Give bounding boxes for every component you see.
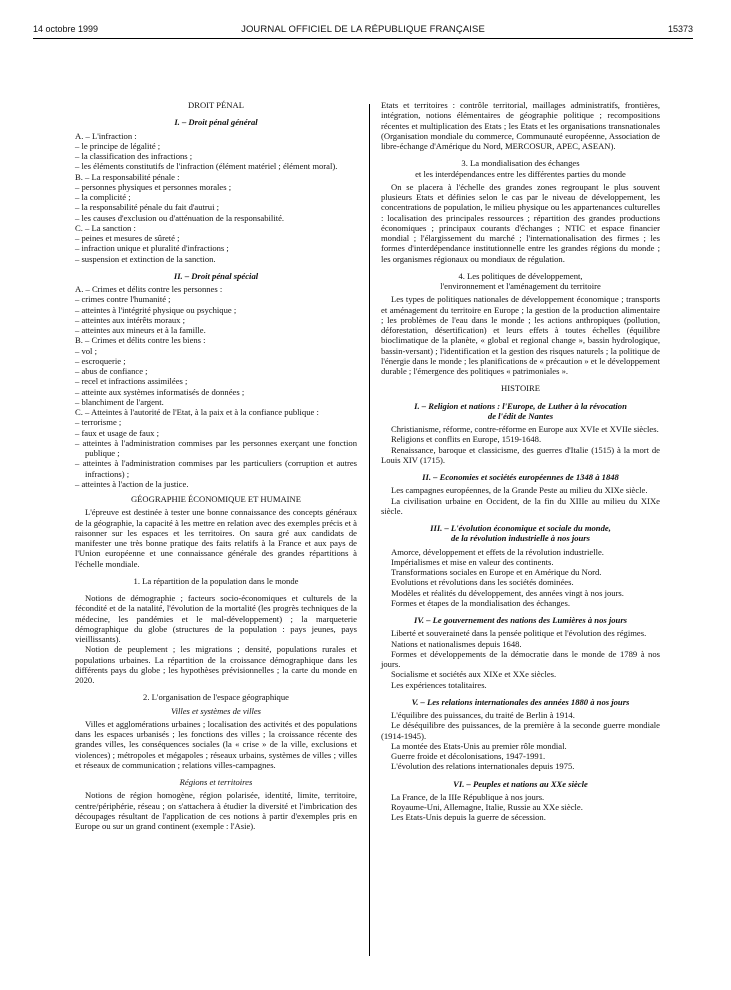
text-line: – vol ; xyxy=(75,345,97,356)
text-line: Religions et conflits en Europe, 1519-1648. xyxy=(391,434,542,445)
text-line: – peines et mesures de sûreté ; xyxy=(75,233,180,243)
text-line: Les Etats-Unis depuis la guerre de sécession. xyxy=(391,812,546,823)
text-line: – les causes d'exclusion ou d'atténuation de la responsabilité. xyxy=(75,212,285,223)
text-line: C. – La sanction : xyxy=(75,222,136,233)
text-line: Transformations sociales en Europe et en Amérique du Nord. xyxy=(391,567,602,577)
section-heading: II. – Economies et sociétés européennes de 1348 à 1848 xyxy=(422,472,619,482)
text-line: – atteintes à l'intégrité physique ou psychique ; xyxy=(75,304,237,315)
section-heading: de la révolution industrielle à nos jours xyxy=(451,533,590,544)
spacer xyxy=(75,264,357,271)
spacer xyxy=(75,586,357,593)
text-line: L'équilibre des puissances, du traité de Berlin à 1914. xyxy=(391,710,575,720)
text-line: – recel et infractions assimilées ; xyxy=(75,376,188,387)
text-line: La France, de la IIIe République à nos jours. xyxy=(391,791,545,802)
text-line: – atteintes à l'administration commises par les particuliers (corruption et autres infractions) ; xyxy=(75,458,357,479)
left-column xyxy=(75,100,357,831)
section-heading: 4. Les politiques de développement, xyxy=(458,270,583,281)
text-line: – infraction unique et pluralité d'infractions ; xyxy=(75,243,229,254)
text-line: Amorce, développement et effets de la révolution industrielle. xyxy=(391,546,604,557)
text-line: – atteintes aux intérêts moraux ; xyxy=(75,314,186,325)
text-line: Nations et nationalismes depuis 1648. xyxy=(391,638,522,649)
text-line: – atteintes aux mineurs et à la famille. xyxy=(75,325,206,335)
header-date: 14 octobre 1999 xyxy=(33,24,99,34)
text-line: Formes et développements de la démocratie dans le monde de 1789 à nos jours. xyxy=(381,648,660,669)
text-line: L'épreuve est destinée à tester une bonne connaissance des concepts généraux de la géographie, la capacité à les mettre en relation avec des exemples précis et à raisonner sur les espaces et les territoires. On saura gré aux candidats de manifester une très bonne pratique des faits relatifs à la France et aux pays de l'Union européenne et une connaissance générale des grandes répartitions à l'échelle mondiale. xyxy=(75,507,357,569)
spacer xyxy=(75,685,357,692)
text-line: Notions de démographie ; facteurs socio-économiques et culturels de la fécondité et de la natalité, l'évolution de la mortalité (les progrès techniques de la médecine, les pandémies et le mal-développement) ; la marqueterie démographique du globe (structures de la population : pays jeunes, pays vieillissants). xyxy=(75,593,357,644)
text-line: – les éléments constitutifs de l'infraction (élément matériel ; élément moral). xyxy=(75,161,338,172)
text-line: Socialisme et sociétés aux XIXe et XXe siècles. xyxy=(391,669,557,680)
text-line: – suspension et extinction de la sanction. xyxy=(75,253,216,264)
right-column xyxy=(381,100,660,823)
text-line: Les expériences totalitaires. xyxy=(391,679,487,690)
text-line: A. – Crimes et délits contre les personnes : xyxy=(75,284,223,294)
text-line: A. – L'infraction : xyxy=(75,130,137,141)
text-line: B. – La responsabilité pénale : xyxy=(75,171,180,182)
text-line: – le principe de légalité ; xyxy=(75,140,161,151)
section-heading: II. – Droit pénal spécial xyxy=(173,270,259,281)
text-line: La civilisation urbaine en Occident, de la fin du XIIIe au milieu du XIXe siècle. xyxy=(381,495,660,516)
spacer xyxy=(381,394,660,401)
text-line: – atteinte aux systèmes informatisés de données ; xyxy=(75,386,245,397)
text-line: Impérialismes et mise en valeur des continents. xyxy=(391,556,554,567)
section-heading: et les interdépendances entre les différentes parties du monde xyxy=(415,168,626,179)
section-heading: DROIT PÉNAL xyxy=(188,100,244,110)
text-line: – escroquerie ; xyxy=(75,355,126,366)
text-line: Etats et territoires : contrôle territorial, maillages administratifs, frontières, intégration, notions élémentaires de géographie politique ; recompositions récentes et multiplication des Etats ; les Etats et les organisations transnationales (Organisation mondiale du commerce, Communauté européenne, Association de libre-échange d'Amérique du Nord, MERCOSUR, APEC, ASEAN). xyxy=(381,100,660,151)
text-line: Guerre froide et décolonisations, 1947-1991. xyxy=(391,751,546,761)
text-line: Formes et étapes de la mondialisation des échanges. xyxy=(391,597,570,608)
section-heading: IV. – Le gouvernement des nations des Lumières à nos jours xyxy=(413,615,628,625)
header-rule xyxy=(33,38,693,39)
text-line: La montée des Etats-Unis au premier rôle mondial. xyxy=(391,740,567,751)
section-heading: l'environnement et l'aménagement du territoire xyxy=(440,281,601,291)
spacer xyxy=(381,264,660,271)
spacer xyxy=(75,770,357,777)
text-line: B. – Crimes et délits contre les biens : xyxy=(75,335,206,346)
text-line: – crimes contre l'humanité ; xyxy=(75,294,171,305)
text-line: Le déséquilibre des puissances, de la première à la seconde guerre mondiale (1914-1945). xyxy=(381,720,660,741)
text-line: Les campagnes européennes, de la Grande Peste au milieu du XIXe siècle. xyxy=(391,485,648,496)
section-heading: VI. – Peuples et nations au XXe siècle xyxy=(453,778,588,789)
column-divider xyxy=(369,104,370,956)
text-line: Evolutions et révolutions dans les sociétés dominées. xyxy=(391,577,574,588)
spacer xyxy=(381,772,660,779)
header-page-number: 15373 xyxy=(667,24,693,34)
spacer xyxy=(75,110,357,117)
spacer xyxy=(381,516,660,523)
text-line: – la complicité ; xyxy=(75,192,131,202)
section-heading: 3. La mondialisation des échanges xyxy=(461,158,580,169)
text-line: Renaissance, baroque et classicisme, des guerres d'Italie (1515) à la mort de Louis XIV (1715). xyxy=(381,444,660,465)
text-line: Notion de peuplement ; les migrations ; densité, populations rurales et populations urbaines. La répartition de la croissance démographique dans les différents pays du globe ; les hypothèses prévisionnelles ; la carte du monde en 2020. xyxy=(75,644,357,685)
section-heading: III. – L'évolution économique et sociale du monde, xyxy=(430,523,611,533)
text-line: – atteintes à l'administration commises par les personnes exerçant une fonction publique ; xyxy=(75,437,357,458)
text-line: L'évolution des relations internationales depuis 1975. xyxy=(391,761,575,772)
text-line: – blanchiment de l'argent. xyxy=(75,396,164,407)
text-line: – la responsabilité pénale du fait d'autrui ; xyxy=(75,202,220,213)
section-heading: 2. L'organisation de l'espace géographique xyxy=(143,692,289,703)
text-line: Les types de politiques nationales de développement économique ; transports et aménagement du territoire en Europe ; la gestion de la production alimentaire ; les problèmes de l'eau dans le monde ; les actions anthropiques (pollution, déforestation, désertification) et leurs effets à toutes échelles (équilibre bioclimatique de la planète, « global et regional change », bassin hydrologique, bassin-versant) ; l'identification et la gestion des risques naturels ; la politique de l'énergie dans le monde ; les planifications de « précaution » et le développement durable ; l'émergence des politiques « patrimoniales ». xyxy=(381,294,660,376)
text-line: C. – Atteintes à l'autorité de l'Etat, à la paix et à la confiance publique : xyxy=(75,407,319,417)
spacer xyxy=(381,376,660,383)
section-heading: de l'édit de Nantes xyxy=(487,410,554,421)
text-line: Notions de région homogène, région polarisée, identité, limite, territoire, centre/périphérie, réseau ; on s'attachera à étudier la diversité et l'imbrication des découpages résultant de l'application de ces notions à partir d'exemples pris en Europe ou sur un grand continent (exemple : l'Asie). xyxy=(75,790,357,831)
text-line: Christianisme, réforme, contre-réforme en Europe aux XVIe et XVIIe siècles. xyxy=(391,424,659,434)
section-heading: 1. La répartition de la population dans le monde xyxy=(133,575,299,586)
spacer xyxy=(381,151,660,158)
text-line: – la classification des infractions ; xyxy=(75,151,193,161)
text-line: – faux et usage de faux ; xyxy=(75,427,159,438)
text-line: On se placera à l'échelle des grandes zones regroupant le plus souvent plusieurs Etats et définies selon le cas par le niveau de développement, les concentrations de population, le milieu physique ou les appartenances culturelles : localisation des principales ressources ; répartition des grandes productions économiques ; principaux courants d'échanges ; NTIC et espace financier mondial ; l'élargissement du marché ; l'internationalisation des firmes ; les formes d'interdépendance institutionnelle entre les grandes régions du monde ; les organismes régionaux ou mondiaux de régulation. xyxy=(381,181,660,264)
section-heading: V. – Les relations internationales des années 1880 à nos jours xyxy=(411,696,630,707)
section-heading: Villes et systèmes de villes xyxy=(170,705,262,716)
text-line: Villes et agglomérations urbaines ; localisation des activités et des populations dans les espaces urbanisés ; les fonctions des villes ; la croissance récente des grandes villes, les conséquences sociales (la « crise » de la ville, exclusions et violences) ; métropoles et mégapoles ; réseaux urbains, systèmes de villes ; villes et réseaux de communication ; relations villes-campagnes. xyxy=(75,718,357,770)
text-line: Modèles et réalités du développement, des années vingt à nos jours. xyxy=(391,587,624,598)
section-heading: Régions et territoires xyxy=(179,777,253,787)
text-line: – terrorisme ; xyxy=(75,417,122,428)
text-line: – atteintes à l'action de la justice. xyxy=(75,478,189,489)
text-line: Liberté et souveraineté dans la pensée politique et l'évolution des régimes. xyxy=(391,628,647,639)
section-heading: HISTOIRE xyxy=(501,383,540,394)
text-line: – personnes physiques et personnes morales ; xyxy=(75,181,232,192)
section-heading: I. – Droit pénal général xyxy=(174,117,258,128)
section-heading: I. – Religion et nations : l'Europe, de Luther à la révocation xyxy=(414,400,627,411)
spacer xyxy=(381,465,660,472)
page-header xyxy=(33,24,693,38)
section-heading: GÉOGRAPHIE ÉCONOMIQUE ET HUMAINE xyxy=(130,494,302,504)
spacer xyxy=(381,690,660,697)
text-line: Royaume-Uni, Allemagne, Italie, Russie au XXe siècle. xyxy=(391,802,583,812)
text-line: – abus de confiance ; xyxy=(75,366,148,376)
header-title: JOURNAL OFFICIEL DE LA RÉPUBLIQUE FRANÇAISE xyxy=(241,24,485,35)
spacer xyxy=(75,569,357,576)
spacer xyxy=(381,608,660,615)
